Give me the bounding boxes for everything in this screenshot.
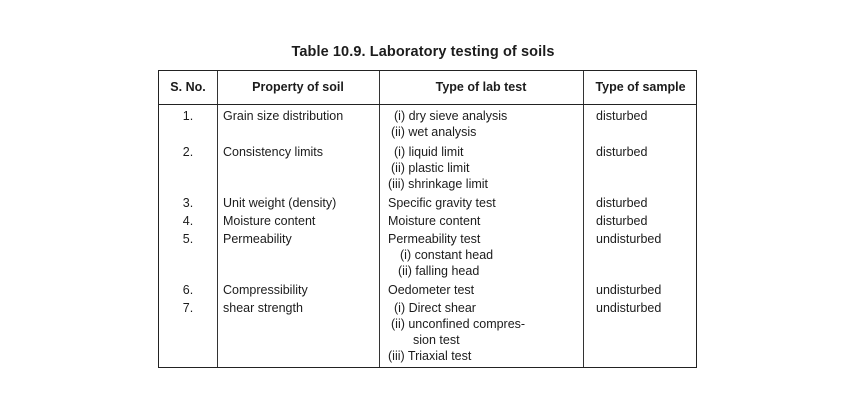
row-sno: 1. bbox=[182, 109, 194, 123]
row-sample: disturbed bbox=[596, 145, 648, 159]
row-sno: 7. bbox=[182, 301, 194, 315]
test-line: (ii) unconfined compres- bbox=[391, 317, 526, 331]
row-sno: 2. bbox=[182, 145, 194, 159]
test-line: (ii) falling head bbox=[398, 264, 480, 278]
test-line: (iii) shrinkage limit bbox=[388, 177, 489, 191]
row-tests: Oedometer test bbox=[388, 283, 475, 297]
row-sample: disturbed bbox=[596, 109, 648, 123]
row-tests: Specific gravity test bbox=[388, 196, 496, 210]
test-line: (iii) Triaxial test bbox=[388, 349, 472, 363]
test-line: (i) dry sieve analysis bbox=[394, 109, 508, 123]
row-property: Unit weight (density) bbox=[223, 196, 337, 210]
row-property: Moisture content bbox=[223, 214, 316, 228]
column-divider bbox=[583, 71, 584, 367]
header-sno: S. No. bbox=[170, 80, 206, 94]
row-tests: Moisture content bbox=[388, 214, 481, 228]
test-line: (ii) wet analysis bbox=[391, 125, 477, 139]
test-line: (i) liquid limit bbox=[394, 145, 464, 159]
row-sno: 3. bbox=[182, 196, 194, 210]
header-test: Type of lab test bbox=[435, 80, 527, 94]
row-sample: undisturbed bbox=[596, 232, 662, 246]
row-sno: 6. bbox=[182, 283, 194, 297]
row-sno: 5. bbox=[182, 232, 194, 246]
row-sample: disturbed bbox=[596, 196, 648, 210]
row-property: Grain size distribution bbox=[223, 109, 344, 123]
header-sample: Type of sample bbox=[595, 80, 686, 94]
row-tests bbox=[391, 108, 507, 140]
test-line: Permeability test bbox=[388, 232, 481, 246]
test-line: (i) constant head bbox=[400, 248, 494, 262]
row-tests bbox=[388, 144, 489, 192]
test-line: (i) Direct shear bbox=[394, 301, 476, 315]
test-line: (ii) plastic limit bbox=[391, 161, 470, 175]
row-tests bbox=[388, 231, 493, 279]
test-line: sion test bbox=[413, 333, 460, 347]
row-property: Permeability bbox=[223, 232, 292, 246]
row-property: Compressibility bbox=[223, 283, 308, 297]
soil-testing-table bbox=[158, 70, 697, 368]
row-property: shear strength bbox=[223, 301, 303, 315]
row-tests bbox=[388, 300, 526, 364]
row-property: Consistency limits bbox=[223, 145, 324, 159]
row-sample: undisturbed bbox=[596, 301, 662, 315]
header-divider bbox=[159, 104, 696, 105]
row-sample: undisturbed bbox=[596, 283, 662, 297]
column-divider bbox=[379, 71, 380, 367]
row-sample: disturbed bbox=[596, 214, 648, 228]
row-sno: 4. bbox=[182, 214, 194, 228]
column-divider bbox=[217, 71, 218, 367]
header-property: Property of soil bbox=[252, 80, 344, 94]
table-caption: Table 10.9. Laboratory testing of soils bbox=[291, 44, 555, 60]
